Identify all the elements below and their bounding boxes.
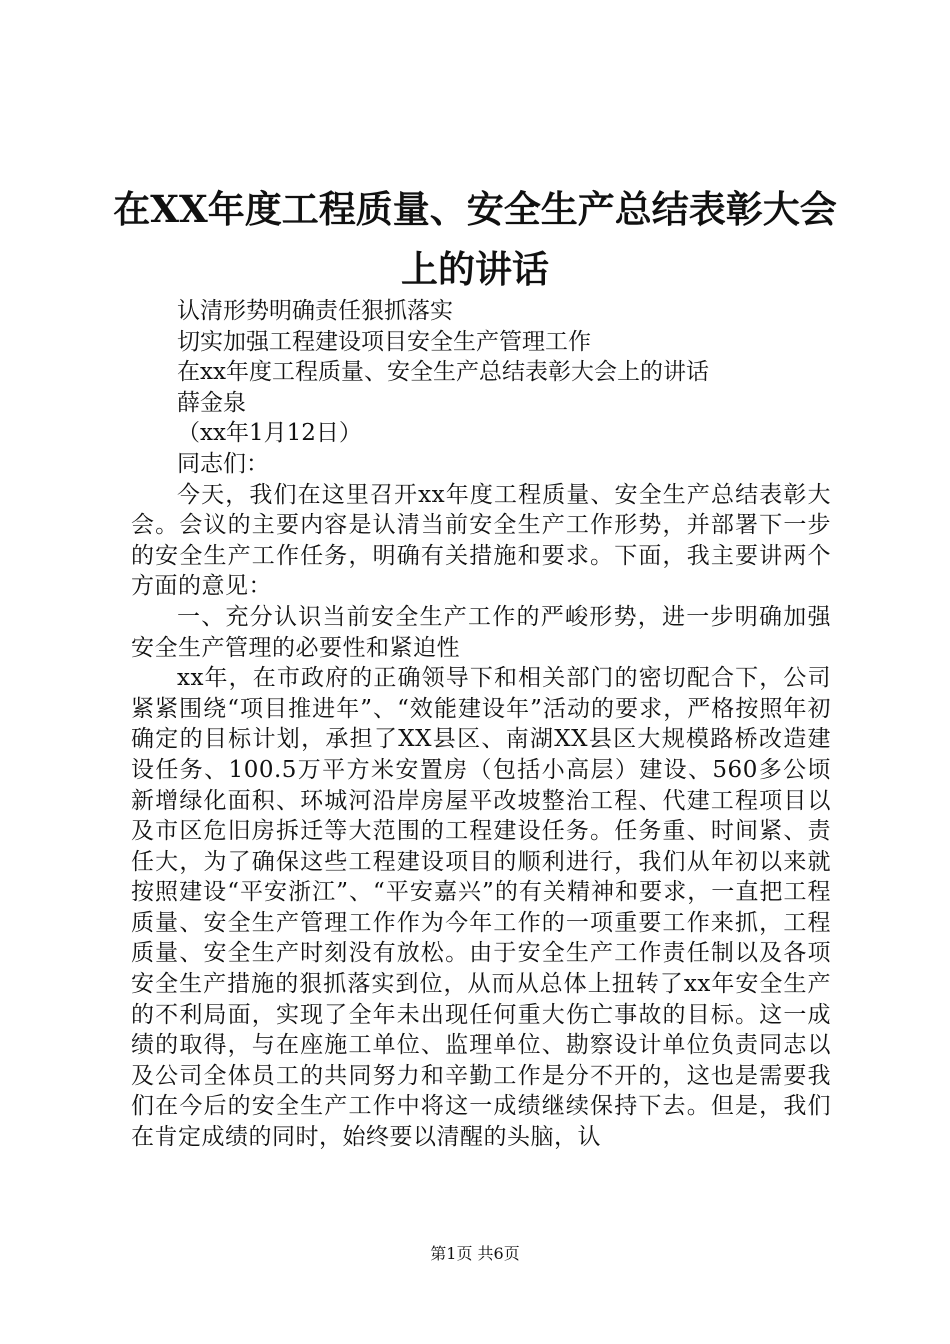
page-footer: 第1页 共6页 (430, 1244, 520, 1263)
subtitle-line-2: 切实加强工程建设项目安全生产管理工作 (177, 328, 591, 355)
salutation: 同志们： (177, 450, 269, 477)
section-heading-1: 一、充分认识当前安全生产工作的严峻形势，进一步明确加强安全生产管理的必要性和紧迫性 (131, 603, 831, 661)
speaker-name: 薛金泉 (177, 389, 246, 416)
document-title-line-1: 在XX年度工程质量、安全生产总结表彰大会 (113, 187, 837, 231)
document-title-line-2: 上的讲话 (401, 247, 549, 291)
subtitle-line-1: 认清形势明确责任狠抓落实 (177, 298, 453, 324)
speech-title-line: 在xx年度工程质量、安全生产总结表彰大会上的讲话 (177, 359, 709, 386)
paragraph-review: xx年，在市政府的正确领导下和相关部门的密切配合下，公司紧紧围绕“项目推进年”、“效能建设年”活动的要求，严格按照年初确定的目标计划，承担了XX县区、南湖XX县区大规模路桥改造建设任务、100.5万平方米安置房（包括小高层）建设、560多公顷新增绿化面积、环城河沿岸房屋平改坡整治工程、代建工程项目以及市区危旧房拆迁等大范围的工程建设任务。任务重、时间紧、责任大，为了确保这些工程建设项目的顺利进行，我们从年初以来就按照建设“平安浙江”、“平安嘉兴”的有关精神和要求，一直把工程质量、安全生产管理工作作为今年工作的一项重要工作来抓，工程质量、安全生产时刻没有放松。由于安全生产工作责任制以及各项安全生产措施的狠抓落实到位，从而从总体上扭转了xx年安全生产的不利局面，实现了全年未出现任何重大伤亡事故的目标。这一成绩的取得，与在座施工单位、监理单位、勘察设计单位负责同志以及公司全体员工的共同努力和辛勤工作是分不开的，这也是需要我们在今后的安全生产工作中将这一成绩继续保持下去。但是，我们在肯定成绩的同时，始终要以清醒的头脑，认 (131, 665, 831, 1151)
speech-date: （xx年1月12日） (177, 420, 362, 447)
document-body (131, 296, 831, 1153)
paragraph-intro: 今天，我们在这里召开xx年度工程质量、安全生产总结表彰大会。会议的主要内容是认清当前安全生产工作形势，并部署下一步的安全生产工作任务，明确有关措施和要求。下面，我主要讲两个方面的意见： (131, 481, 831, 600)
